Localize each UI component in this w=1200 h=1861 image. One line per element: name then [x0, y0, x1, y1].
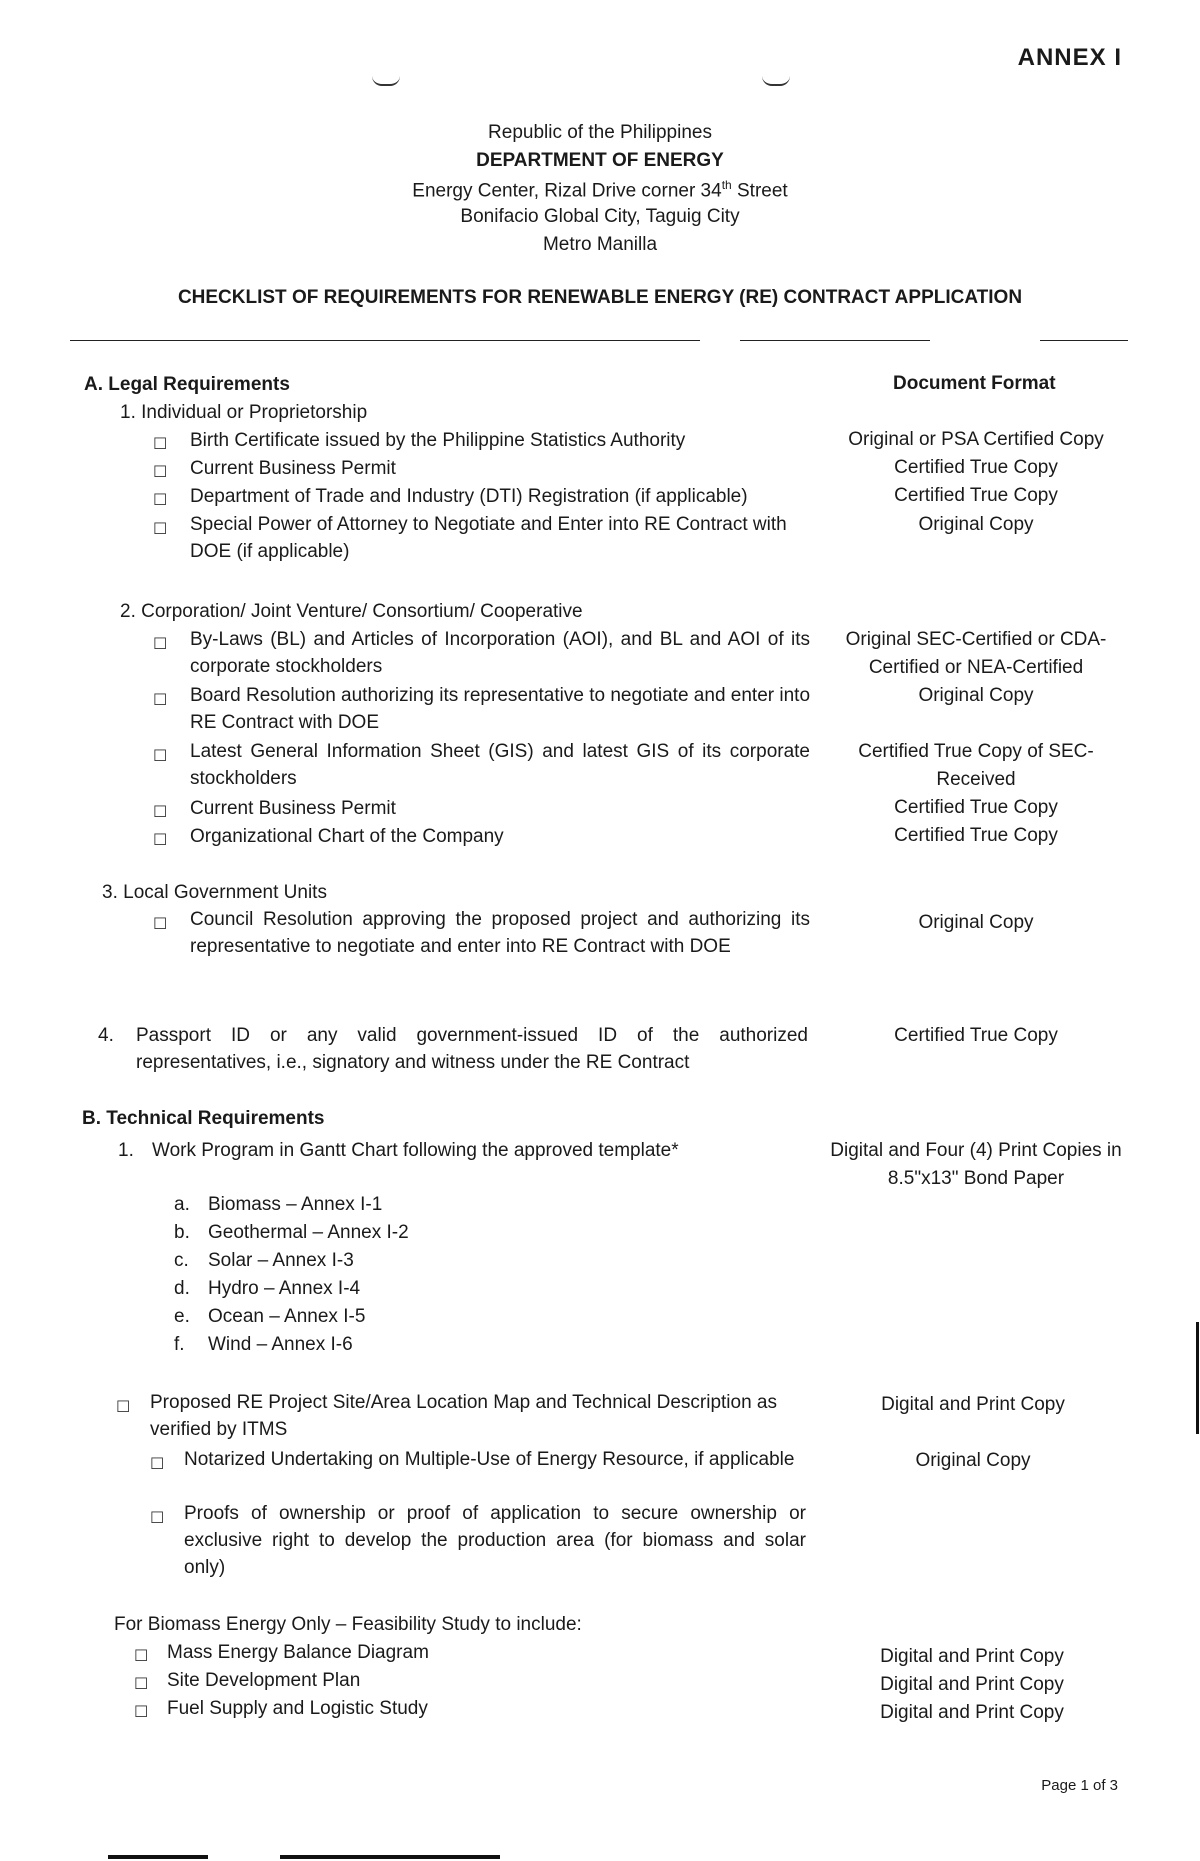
sub2-item-3-format: Certified True Copy of SEC-Received [858, 741, 1094, 790]
sub1-item-3-format: Certified True Copy [894, 485, 1058, 506]
work-program-format: Digital and Four (4) Print Copies in 8.5"x13" Bond Paper [830, 1140, 1122, 1189]
sub2-item-4-format: Certified True Copy [894, 797, 1058, 818]
biomass-item-3: Fuel Supply and Logistic Study [167, 1698, 428, 1719]
sub1-item-2-format: Certified True Copy [894, 457, 1058, 478]
separator-line-3 [1040, 340, 1128, 341]
scan-mark-left [372, 76, 400, 86]
biomass-item-2-format: Digital and Print Copy [880, 1674, 1064, 1695]
site-map-sub-1: Notarized Undertaking on Multiple-Use of Energy Resource, if applicable [184, 1449, 795, 1470]
annex-letter-c: c. [174, 1250, 189, 1271]
annex-label: ANNEX I [1017, 44, 1122, 71]
header-address-main: Energy Center, Rizal Drive corner 34 [412, 180, 722, 202]
sub2-item-2-format: Original Copy [918, 685, 1034, 706]
annex-letter-f: f. [174, 1334, 185, 1355]
checkbox-icon: ☐ [153, 802, 168, 821]
sub1-item-1-format: Original or PSA Certified Copy [848, 429, 1104, 450]
checkbox-icon: ☐ [153, 634, 168, 653]
header-address-street: Street [731, 180, 788, 202]
sub3-item-1-format: Original Copy [918, 912, 1034, 933]
page-title: CHECKLIST OF REQUIREMENTS FOR RENEWABLE ENERGY (RE) CONTRACT APPLICATION [177, 287, 1023, 308]
sub2-item-1-format: Original SEC-Certified or CDA-Certified or NEA-Certified [845, 629, 1107, 678]
sub4-label: 4. [98, 1025, 114, 1046]
annex-biomass: Biomass – Annex I-1 [208, 1194, 383, 1215]
checkbox-icon: ☐ [153, 519, 168, 538]
checkbox-icon: ☐ [134, 1674, 149, 1693]
sub1-item-2: Current Business Permit [190, 458, 396, 479]
checkbox-icon: ☐ [153, 462, 168, 481]
annex-letter-e: e. [174, 1306, 190, 1327]
sub1-item-3: Department of Trade and Industry (DTI) Registration (if applicable) [190, 486, 748, 507]
section-a-heading: A. Legal Requirements [84, 374, 290, 395]
header-address-sup: th [721, 178, 732, 192]
checkbox-icon: ☐ [153, 914, 168, 933]
site-map-format: Digital and Print Copy [881, 1394, 1065, 1415]
sub4-text: Passport ID or any valid government-issued ID of the authorized representatives, i.e., signatory and witness under the RE Contract [136, 1025, 808, 1073]
checkbox-icon: ☐ [150, 1454, 165, 1473]
biomass-item-2: Site Development Plan [167, 1670, 361, 1691]
site-map-sub-2: Proofs of ownership or proof of application to secure ownership or exclusive right to develop the production area (for biomass and solar only) [184, 1503, 806, 1578]
sub2-label: 2. Corporation/ Joint Venture/ Consortium/ Cooperative [120, 601, 583, 622]
checkbox-icon: ☐ [116, 1397, 131, 1416]
scan-bottom-bar-1 [108, 1855, 208, 1859]
work-program-label: 1. [118, 1140, 134, 1161]
sub2-item-2: Board Resolution authorizing its representative to negotiate and enter into RE Contract with DOE [190, 685, 811, 733]
scan-mark-right [762, 76, 790, 86]
annex-hydro: Hydro – Annex I-4 [208, 1278, 361, 1299]
checkbox-icon: ☐ [134, 1702, 149, 1721]
site-map-sub-1-format: Original Copy [915, 1450, 1031, 1471]
sub3-label: 3. Local Government Units [102, 882, 327, 903]
sub2-item-3: Latest General Information Sheet (GIS) and latest GIS of its corporate stockholders [190, 741, 810, 789]
annex-geothermal: Geothermal – Annex I-2 [208, 1222, 409, 1243]
biomass-intro: For Biomass Energy Only – Feasibility Study to include: [114, 1614, 582, 1635]
sub1-item-1: Birth Certificate issued by the Philippine Statistics Authority [190, 430, 686, 451]
annex-letter-d: d. [174, 1278, 190, 1299]
header-metro: Metro Manilla [542, 234, 658, 255]
sub4-format: Certified True Copy [894, 1025, 1058, 1046]
checkbox-icon: ☐ [153, 434, 168, 453]
checkbox-icon: ☐ [153, 490, 168, 509]
checkbox-icon: ☐ [150, 1508, 165, 1527]
separator-line-2 [740, 340, 930, 341]
sub2-item-5: Organizational Chart of the Company [190, 826, 504, 847]
section-b-heading: B. Technical Requirements [82, 1108, 325, 1129]
site-map-text: Proposed RE Project Site/Area Location Map and Technical Description as verified by ITMS [150, 1392, 777, 1440]
page-number: Page 1 of 3 [1041, 1777, 1118, 1794]
sub2-item-4: Current Business Permit [190, 798, 396, 819]
checkbox-icon: ☐ [153, 690, 168, 709]
checkbox-icon: ☐ [153, 830, 168, 849]
scan-bottom-bar-2 [280, 1855, 500, 1859]
header-republic: Republic of the Philippines [488, 122, 712, 143]
biomass-item-3-format: Digital and Print Copy [880, 1702, 1064, 1723]
biomass-item-1-format: Digital and Print Copy [880, 1646, 1064, 1667]
sub1-item-4: Special Power of Attorney to Negotiate and Enter into RE Contract with DOE (if applicable) [190, 514, 787, 562]
annex-letter-a: a. [174, 1194, 190, 1215]
sub1-item-4-format: Original Copy [918, 514, 1034, 535]
header-address-line [0, 178, 1200, 202]
sub2-item-1: By-Laws (BL) and Articles of Incorporation (AOI), and BL and AOI of its corporate stockholders [190, 629, 810, 677]
annex-wind: Wind – Annex I-6 [208, 1334, 353, 1355]
work-program-text: Work Program in Gantt Chart following the approved template* [152, 1140, 679, 1161]
annex-ocean: Ocean – Annex I-5 [208, 1306, 366, 1327]
header-department: DEPARTMENT OF ENERGY [476, 150, 724, 171]
annex-solar: Solar – Annex I-3 [208, 1250, 354, 1271]
checkbox-icon: ☐ [134, 1646, 149, 1665]
biomass-item-1: Mass Energy Balance Diagram [167, 1642, 429, 1663]
checkbox-icon: ☐ [153, 746, 168, 765]
separator-line-1 [70, 340, 700, 341]
sub3-item-1: Council Resolution approving the proposed project and authorizing its representative to negotiate and enter into RE Contract with DOE [190, 909, 810, 957]
sub1-label: 1. Individual or Proprietorship [120, 402, 368, 423]
annex-letter-b: b. [174, 1222, 190, 1243]
header-city: Bonifacio Global City, Taguig City [460, 206, 740, 227]
column-header-document-format: Document Format [893, 373, 1056, 394]
scan-edge-mark [1196, 1322, 1199, 1434]
sub2-item-5-format: Certified True Copy [894, 825, 1058, 846]
